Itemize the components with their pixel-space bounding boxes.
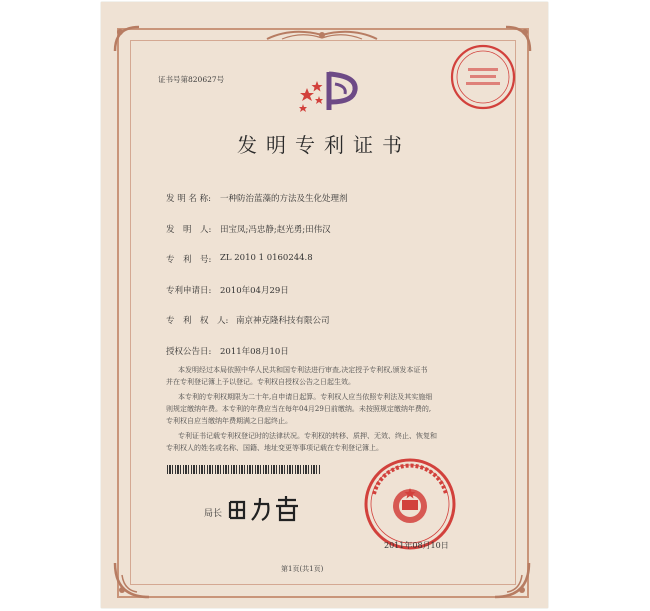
body-line-7: 专利权人的姓名或名称、国籍、地址变更等事项记载在专利登记簿上。 bbox=[166, 444, 383, 452]
field-inventors-value: 田宝凤;冯忠静;赵光勇;田伟汉 bbox=[220, 225, 331, 235]
body-line-3: 本专利的专利权期限为二十年,自申请日起算。专利权人应当依照专利法及其实施细 bbox=[178, 393, 433, 401]
body-line-1: 本发明经过本局依照中华人民共和国专利法进行审查,决定授予专利权,颁发本证书 bbox=[178, 366, 428, 374]
barcode bbox=[167, 465, 320, 474]
field-inventors-label: 发 明 人: bbox=[166, 225, 212, 235]
field-grant-date-label: 授权公告日: bbox=[166, 347, 212, 357]
page-footer: 第1页(共1页) bbox=[281, 565, 324, 573]
body-line-5: 专利权自应当缴纳年费期满之日起终止。 bbox=[166, 417, 292, 425]
field-application-date-value: 2010年04月29日 bbox=[220, 286, 289, 296]
seal-date: 2011年08月10日 bbox=[384, 541, 449, 550]
field-patentee-value: 南京神克隆科技有限公司 bbox=[236, 316, 330, 326]
director-signature bbox=[226, 494, 306, 524]
field-application-date-label: 专利申请日: bbox=[166, 286, 212, 296]
body-line-6: 专利证书记载专利权登记时的法律状况。专利权的转移、质押、无效、终止、恢复和 bbox=[178, 432, 437, 440]
certificate-title: 发明专利证书 bbox=[237, 133, 411, 157]
official-seal bbox=[360, 454, 460, 554]
field-invention-name-label: 发 明 名 称: bbox=[166, 194, 211, 204]
corner-ornament-bl bbox=[112, 560, 152, 600]
body-line-4: 则规定缴纳年费。本专利的年费应当在每年04月29日前缴纳。未按照规定缴纳年费的, bbox=[166, 405, 432, 413]
field-patent-number-value: ZL 2010 1 0160244.8 bbox=[220, 253, 313, 263]
corner-ornament-br bbox=[492, 560, 532, 600]
field-patent-number-label: 专 利 号: bbox=[166, 255, 212, 265]
patent-office-logo bbox=[295, 66, 365, 114]
corner-ornament-tl bbox=[112, 24, 142, 54]
top-ornament bbox=[262, 27, 382, 43]
field-patentee-label: 专 利 权 人: bbox=[166, 316, 229, 326]
certificate-number: 证书号第820627号 bbox=[158, 75, 225, 84]
signature-label: 局长 bbox=[204, 509, 223, 519]
field-invention-name-value: 一种防治蓝藻的方法及生化处理剂 bbox=[220, 194, 348, 204]
body-line-2: 并在专利登记簿上予以登记。专利权自授权公告之日起生效。 bbox=[166, 378, 355, 386]
field-grant-date-value: 2011年08月10日 bbox=[220, 347, 289, 357]
patent-office-seal-top bbox=[448, 42, 518, 112]
